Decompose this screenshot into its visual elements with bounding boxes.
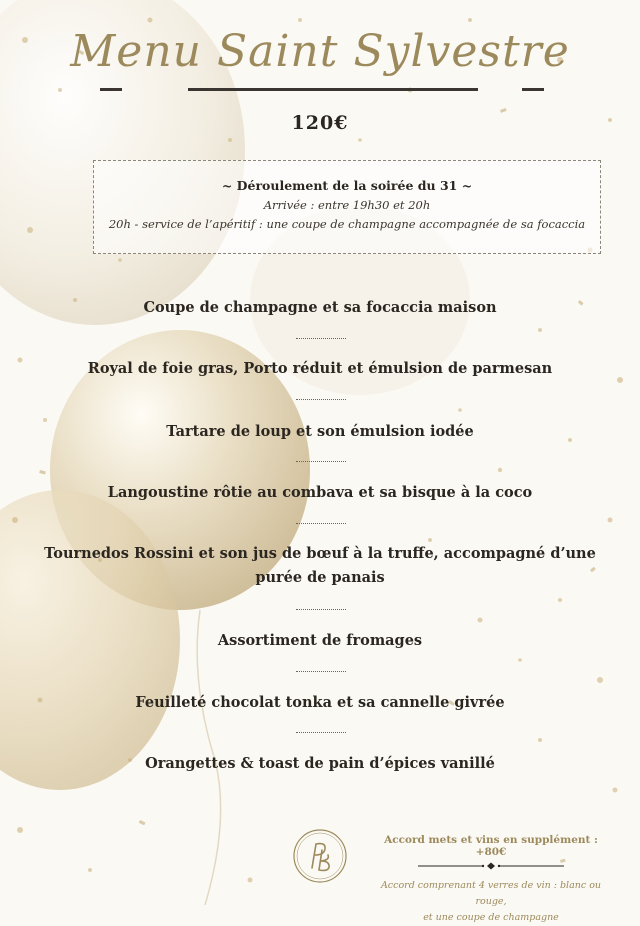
course-separator [296,399,346,400]
course-2: Royal de foie gras, Porto réduit et émulsion de parmesan [87,360,553,377]
title-underline-left [100,88,122,91]
wine-pairing-description-2: et une coupe de champagne [423,912,559,923]
arrival-time: Arrivée : entre 19h30 et 20h [263,198,431,212]
course-6: Assortiment de fromages [217,632,423,649]
course-5: Tournedos Rossini et son jus de bœuf à la truffe, accompagné d’une purée de panais [44,545,596,586]
menu-title: Menu Saint Sylvestre [70,26,570,77]
course-3: Tartare de loup et son émulsion iodée [166,423,474,440]
course-separator [296,338,346,339]
wine-pairing-section [372,834,610,926]
course-separator [296,461,346,462]
course-separator [296,732,346,733]
course-8: Orangettes & toast de pain d’épices vanillé [145,755,495,772]
wine-pairing-title: Accord mets et vins en supplément : +80€ [384,834,598,858]
title-underline-right [522,88,544,91]
course-4: Langoustine rôtie au combava et sa bisque à la coco [107,484,533,501]
evening-heading: ~ Déroulement de la soirée du 31 ~ [221,178,473,193]
pb-monogram-logo [292,828,348,884]
course-1: Coupe de champagne et sa focaccia maison [143,299,497,316]
course-separator [296,609,346,610]
title-underline-middle [188,88,478,91]
aperitif-service: 20h - service de l’apéritif : une coupe de champagne accompagnée de sa focaccia [108,217,586,231]
wine-pairing-description-1: Accord comprenant 4 verres de vin : blanc ou rouge, [380,880,602,907]
ornament-divider-icon [416,862,566,870]
menu-price: 120€ [291,112,349,134]
course-separator [296,523,346,524]
course-separator [296,671,346,672]
course-7: Feuilleté chocolat tonka et sa cannelle givrée [135,694,505,711]
evening-schedule-box [93,160,601,254]
